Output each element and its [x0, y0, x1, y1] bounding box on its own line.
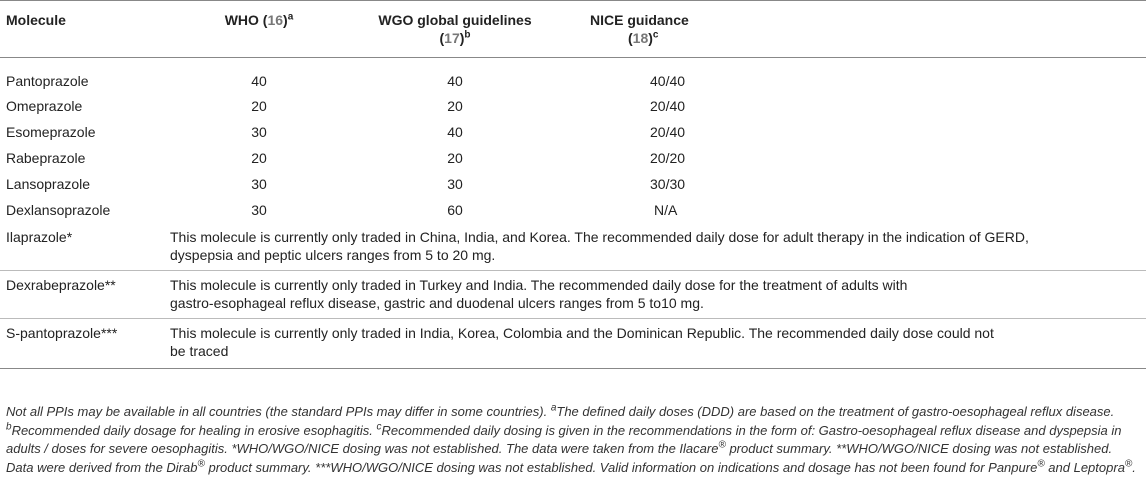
note-cell: This molecule is currently only traded in Turkey and India. The recommended daily dose for the treatment of adults with gastro-esophageal reflux disease, gastric and duodenal ulcers ranges from 5 to10 mg. [166, 270, 1146, 318]
molecule-cell: Rabeprazole [6, 149, 86, 166]
wgo-cell: 30 [447, 175, 463, 192]
who-cell: 20 [251, 149, 267, 166]
who-cell: 40 [251, 73, 267, 89]
who-cell: 20 [251, 97, 267, 114]
table-row [0, 197, 1146, 223]
nice-cell: N/A [654, 201, 678, 218]
table-row [0, 145, 1146, 171]
table-row [0, 171, 1146, 197]
header-molecule: Molecule [6, 12, 66, 28]
table-footnote: Not all PPIs may be available in all countries (the standard PPIs may differ in some countries). $^a$The defined daily doses (DDD) are based on the treatment of gastro-oesophageal reflux disease. $^b$Recommended daily dosage for healing in erosive esophagitis. $^c$Recommended daily dosing is given in the recommendations in the form of: Gastro-oesophageal reflux disease and dyspepsia in adults / doses for severe oesophagitis. *WHO/WGO/NICE dosing was not established. The data were taken from the Ilacare® product summary. **WHO/WGO/NICE dosing was not established. Data were derived from the Dirab® product summary. ***WHO/WGO/NICE dosing was not established. Valid information on indications and dosage has not been found for Panpure® and Leptopra®. [6, 402, 1136, 475]
wgo-cell: 40 [447, 73, 463, 89]
table-row [0, 223, 1146, 271]
molecule-cell: Omeprazole [6, 97, 83, 114]
wgo-cell: 60 [447, 201, 463, 218]
molecule-cell: Dexrabeprazole** [0, 270, 166, 318]
molecule-cell: Esomeprazole [6, 123, 96, 140]
who-cell: 30 [251, 123, 267, 140]
ref-18-link[interactable]: 18 [632, 30, 649, 46]
molecule-cell: Pantoprazole [6, 73, 89, 89]
molecule-cell: S-pantoprazole*** [0, 318, 166, 368]
who-cell: 30 [251, 175, 267, 192]
table-row [0, 58, 1146, 93]
header-who: WHO $(16)^a$ [224, 11, 294, 28]
who-cell: 30 [251, 201, 267, 218]
nice-cell: 20/40 [650, 97, 686, 114]
nice-cell: 30/30 [650, 175, 686, 192]
table-row [0, 270, 1146, 318]
nice-cell: 40/40 [650, 73, 686, 89]
note-cell: This molecule is currently only traded in China, India, and Korea. The recommended daily dose for adult therapy in the indication of GERD, dyspepsia and peptic ulcers ranges from 5 to 20 mg. [170, 228, 1029, 263]
ref-16-link[interactable]: 16 [267, 12, 284, 28]
note-cell: This molecule is currently only traded in India, Korea, Colombia and the Dominican Republic. The recommended daily dose could not be traced [166, 318, 1146, 368]
table-row [0, 318, 1146, 368]
wgo-cell: 20 [447, 97, 463, 114]
molecule-cell: Lansoprazole [6, 175, 91, 192]
header-nice: NICE guidance $(18)^c$ [590, 12, 689, 46]
wgo-cell: 40 [447, 123, 463, 140]
wgo-cell: 20 [447, 149, 463, 166]
nice-cell: 20/40 [650, 123, 686, 140]
header-row [0, 1, 1146, 58]
header-wgo: WGO global guidelines $(17)^b$ [378, 12, 532, 46]
ref-17-link[interactable]: 17 [444, 30, 460, 46]
table-row [0, 119, 1146, 145]
nice-cell: 20/20 [650, 149, 686, 166]
molecule-cell: Dexlansoprazole [6, 201, 111, 218]
molecule-cell: Ilaprazole* [6, 228, 73, 245]
table-row [0, 93, 1146, 119]
